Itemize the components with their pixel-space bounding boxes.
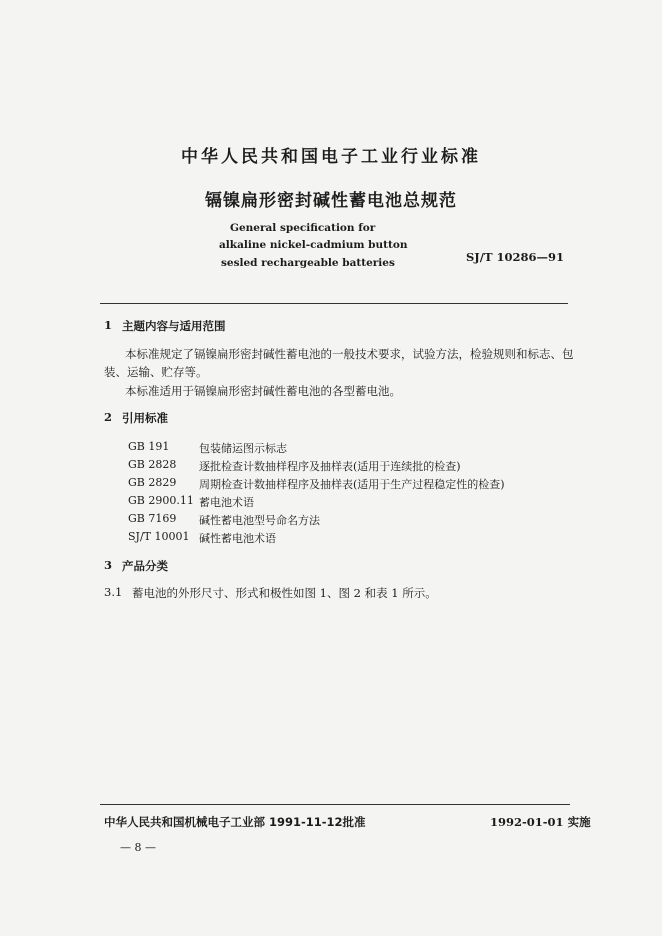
subsection-3-1-number: 3.1: [104, 585, 123, 599]
title-en-line-2: alkaline nickel-cadmium button: [219, 239, 408, 251]
reference-title: 周期检查计数抽样程序及抽样表(适用于生产过程稳定性的检查): [199, 478, 505, 491]
reference-code: SJ/T 10001: [128, 530, 190, 543]
section-1-paragraph-1-cont: 装、运输、贮存等。: [104, 365, 208, 379]
footer-divider: [100, 804, 570, 805]
section-1-paragraph-2: 本标准适用于镉镍扁形密封碱性蓄电池的各型蓄电池。: [125, 384, 401, 398]
section-2-number: 2: [104, 410, 113, 424]
header-divider: [100, 303, 568, 304]
reference-code: GB 2829: [128, 476, 177, 489]
reference-title: 蓄电池术语: [199, 496, 254, 509]
section-2-heading: 引用标准: [122, 411, 168, 425]
subsection-3-1-text: 蓄电池的外形尺寸、形式和极性如图 1、图 2 和表 1 所示。: [132, 586, 437, 600]
reference-code: GB 2900.11: [128, 494, 194, 507]
section-3-heading: 产品分类: [122, 559, 168, 573]
reference-code: GB 191: [128, 440, 170, 453]
reference-title: 包装储运图示标志: [199, 442, 287, 455]
document-title-cn: 镉镍扁形密封碱性蓄电池总规范: [205, 191, 457, 211]
reference-title: 碱性蓄电池术语: [199, 532, 276, 545]
section-1-heading: 主题内容与适用范围: [122, 319, 226, 333]
section-1-number: 1: [104, 318, 113, 332]
implementation-date: 1992-01-01 实施: [490, 815, 591, 829]
reference-title: 碱性蓄电池型号命名方法: [199, 514, 320, 527]
section-1-paragraph-1: 本标准规定了镉镍扁形密封碱性蓄电池的一般技术要求，试验方法，检验规则和标志、包: [125, 347, 574, 361]
page-number: — 8 —: [120, 841, 156, 854]
reference-code: GB 7169: [128, 512, 177, 525]
title-en-line-1: General specification for: [230, 222, 376, 234]
organization-standard-header: 中华人民共和国电子工业行业标准: [181, 147, 481, 167]
reference-title: 逐批检查计数抽样程序及抽样表(适用于连续批的检查): [199, 460, 461, 473]
title-en-line-3: sesled rechargeable batteries: [221, 257, 395, 269]
approval-line: 中华人民共和国机械电子工业部 1991-11-12批准: [104, 815, 366, 829]
reference-code: GB 2828: [128, 458, 177, 471]
standard-number: SJ/T 10286—91: [466, 250, 565, 264]
section-3-number: 3: [104, 558, 113, 572]
